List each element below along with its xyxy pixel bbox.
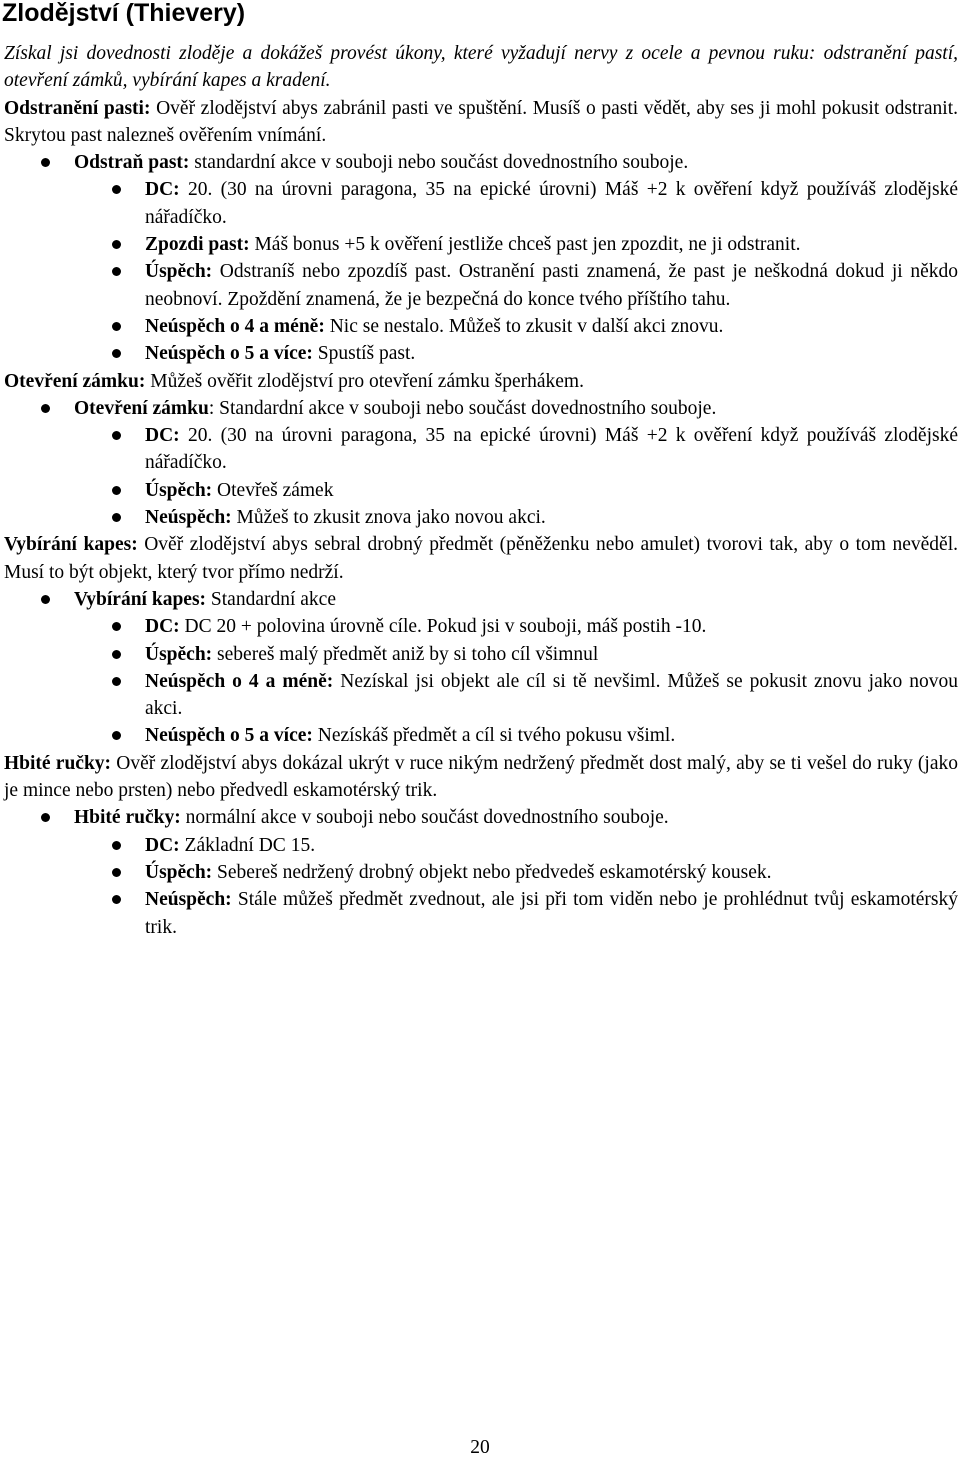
- bullet-icon: [112, 868, 121, 877]
- bullet-icon: [112, 677, 121, 686]
- page-number: 20: [470, 1437, 490, 1458]
- bullet-icon: [112, 650, 121, 659]
- item-heading: Odstraň past:: [74, 152, 190, 174]
- item-heading: Úspěch:: [145, 479, 213, 501]
- sleight-heading: Hbité ručky:: [4, 752, 112, 774]
- locks-text: Můžeš ověřit zlodějství pro otevření zámku šperhákem.: [145, 370, 584, 392]
- list-item: [4, 504, 958, 531]
- item-heading: Úspěch:: [145, 261, 213, 283]
- list-item: [4, 886, 958, 941]
- intro-paragraph: Získal jsi dovednosti zloděje a dokážeš provést úkony, které vyžadují nervy z ocele a pevnou ruku: odstranění pastí, otevření zámků, vybírání kapes a kradení.: [4, 43, 958, 92]
- bullet-icon: [112, 895, 121, 904]
- list-item: [4, 422, 958, 477]
- locks-paragraph: [4, 368, 958, 395]
- item-text: : Standardní akce v souboji nebo součást dovednostního souboje.: [208, 397, 717, 419]
- item-heading: Úspěch:: [145, 643, 213, 665]
- bullet-icon: [112, 513, 121, 522]
- item-heading: Úspěch:: [145, 861, 213, 883]
- list-item: [4, 258, 958, 313]
- list-item: [4, 477, 958, 504]
- bullet-icon: [41, 595, 50, 604]
- item-heading: Neúspěch o 5 a více:: [145, 725, 313, 747]
- item-text: normální akce v souboji nebo součást dovednostního souboje.: [180, 807, 669, 829]
- item-heading: Neúspěch:: [145, 507, 232, 529]
- list-item: [4, 722, 958, 749]
- item-text: Základní DC 15.: [179, 834, 316, 856]
- bullet-icon: [112, 431, 121, 440]
- sleight-text: Ověř zlodějství abys dokázal ukrýt v ruce nikým nedržený předmět dost malý, aby se ti vešel do ruky (jako je mince nebo prsten) nebo předvedl eskamotérský trik.: [4, 752, 958, 802]
- traps-heading: Odstranění pasti:: [4, 97, 151, 119]
- list-item: [4, 613, 958, 640]
- bullet-icon: [112, 185, 121, 194]
- pickpocket-heading: Vybírání kapes:: [4, 534, 138, 556]
- item-text: DC 20 + polovina úrovně cíle. Pokud jsi v souboji, máš postih -10.: [179, 616, 707, 638]
- locks-heading: Otevření zámku:: [4, 370, 146, 392]
- bullet-icon: [41, 813, 50, 822]
- item-text: Sebereš nedržený drobný objekt nebo předvedeš eskamotérský kousek.: [212, 861, 772, 883]
- item-text: Spustíš past.: [312, 343, 416, 365]
- item-text: Nezískal jsi objekt ale cíl si tě nevšiml. Můžeš se pokusit znovu jako novou akci.: [145, 670, 958, 720]
- item-text: standardní akce v souboji nebo součást dovednostního souboje.: [189, 152, 689, 174]
- list-item: [4, 340, 958, 367]
- item-text: Nic se nestalo. Můžeš to zkusit v další akci znovu.: [324, 315, 724, 337]
- item-heading: Neúspěch:: [145, 889, 232, 911]
- item-heading: Vybírání kapes:: [74, 588, 207, 610]
- list-item: [4, 641, 958, 668]
- bullet-icon: [112, 486, 121, 495]
- list-item: [4, 832, 958, 859]
- list-item: [4, 668, 958, 723]
- item-text: Můžeš to zkusit znova jako novou akci.: [231, 507, 546, 529]
- item-heading: DC:: [145, 834, 180, 856]
- item-heading: DC:: [145, 179, 180, 201]
- page-title: Zlodějství (Thievery): [2, 0, 246, 27]
- list-item: [4, 313, 958, 340]
- item-text: 20. (30 na úrovni paragona, 35 na epické úrovni) Máš +2 k ověření když používáš zlodějské nářadíčko.: [145, 425, 958, 474]
- item-heading: Otevření zámku: [74, 397, 209, 419]
- list-item: [4, 149, 958, 176]
- bullet-icon: [112, 240, 121, 249]
- item-heading: Neúspěch o 4 a méně:: [145, 670, 334, 692]
- item-text: Otevřeš zámek: [212, 479, 334, 501]
- bullet-icon: [112, 322, 121, 331]
- item-text: sebereš malý předmět aniž by si toho cíl všimnul: [212, 643, 599, 665]
- bullet-icon: [112, 841, 121, 850]
- item-heading: Neúspěch o 5 a více:: [145, 343, 313, 365]
- item-heading: DC:: [145, 425, 180, 447]
- item-text: Nezískáš předmět a cíl si tvého pokusu všiml.: [312, 725, 676, 747]
- list-item: [4, 859, 958, 886]
- traps-text: Ověř zlodějství abys zabránil pasti ve spuštění. Musíš o pasti vědět, aby ses ji mohl pokusit odstranit. Skrytou past nalezneš ověřením vnímání.: [4, 97, 958, 146]
- list-item: [4, 586, 958, 613]
- bullet-icon: [112, 349, 121, 358]
- item-heading: Hbité ručky:: [74, 807, 181, 829]
- pickpocket-paragraph: [4, 531, 958, 586]
- item-text: Máš bonus +5 k ověření jestliže chceš past jen zpozdit, ne ji odstranit.: [249, 234, 801, 256]
- list-item: [4, 395, 958, 422]
- sleight-paragraph: [4, 750, 958, 805]
- list-item: [4, 176, 958, 231]
- item-text: Standardní akce: [206, 588, 336, 610]
- bullet-icon: [112, 267, 121, 276]
- item-text: 20. (30 na úrovni paragona, 35 na epické úrovni) Máš +2 k ověření když používáš zlodějské nářadíčko.: [145, 179, 958, 228]
- item-heading: Zpozdi past:: [145, 234, 250, 256]
- traps-paragraph: [4, 95, 958, 150]
- item-heading: DC:: [145, 616, 180, 638]
- item-text: Stále můžeš předmět zvednout, ale jsi při tom viděn nebo je prohlédnut tvůj eskamotérský trik.: [145, 889, 958, 938]
- bullet-icon: [112, 622, 121, 631]
- bullet-icon: [112, 731, 121, 740]
- pickpocket-text: Ověř zlodějství abys sebral drobný předmět (pěněženku nebo amulet) tvorovi tak, aby o tom nevěděl. Musí to být objekt, který tvor přímo nedrží.: [4, 534, 958, 583]
- bullet-icon: [41, 404, 50, 413]
- list-item: [4, 804, 958, 831]
- item-heading: Neúspěch o 4 a méně:: [145, 315, 325, 337]
- document-body: [4, 40, 958, 941]
- bullet-icon: [41, 158, 50, 167]
- item-text: Odstraníš nebo zpozdíš past. Ostranění pasti znamená, že past je neškodná dokud ji někdo neobnoví. Zpoždění znamená, že je bezpečná do konce tvého příštího tahu.: [145, 261, 958, 310]
- list-item: [4, 231, 958, 258]
